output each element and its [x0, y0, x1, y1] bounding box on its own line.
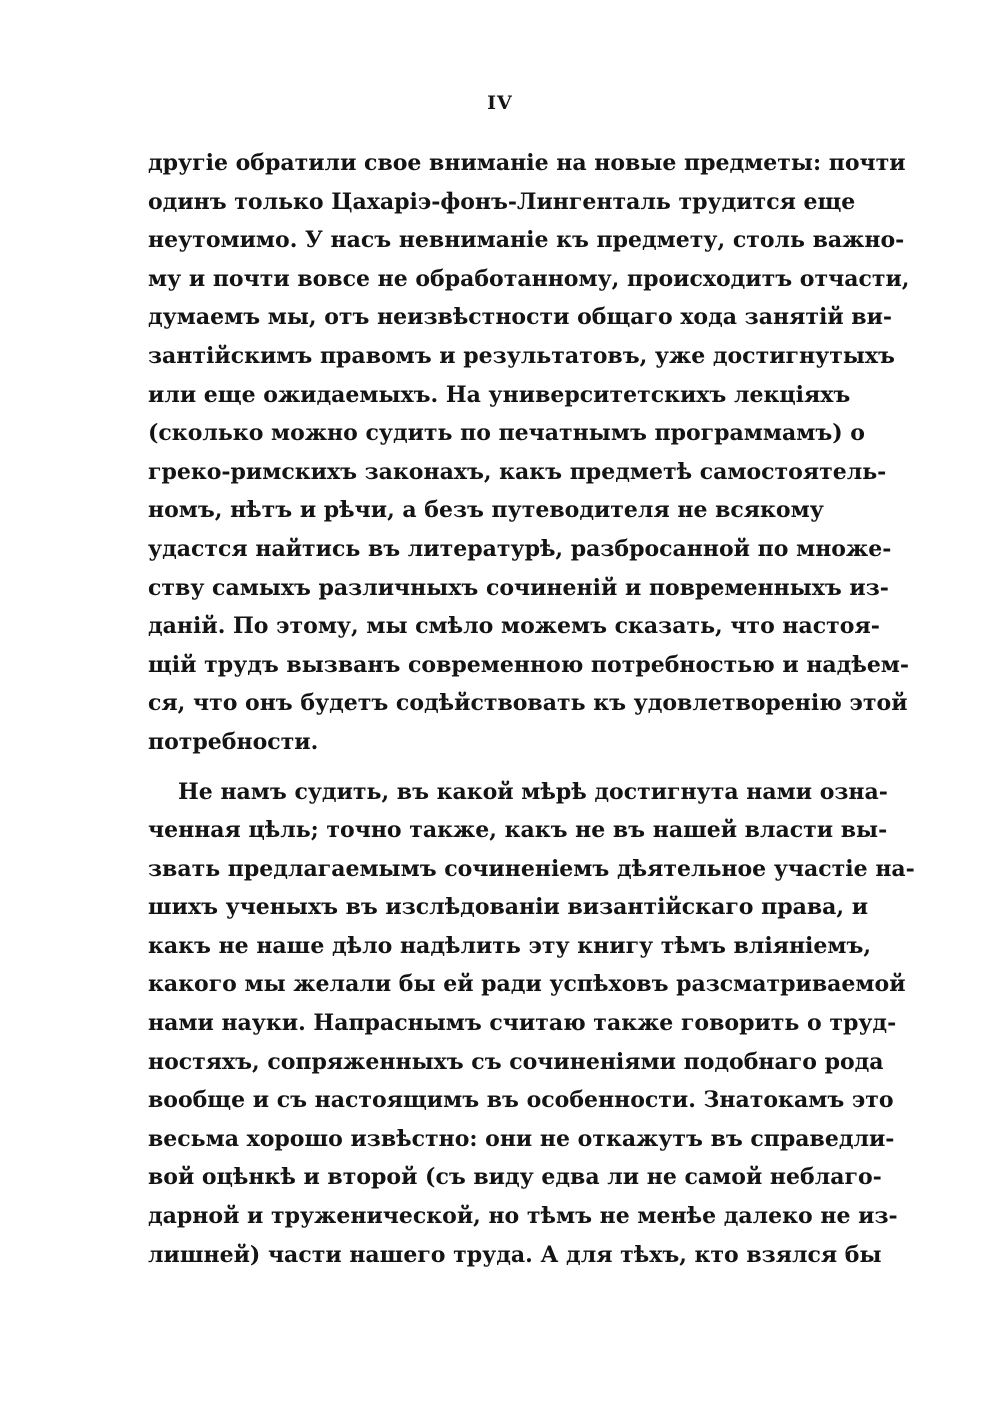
text-line: какого мы желали бы ей ради успѣховъ разсматриваемой	[148, 971, 906, 998]
text-line: ся, что онъ будетъ содѣйствовать къ удовлетворенію этой	[148, 690, 908, 717]
text-line: даній. По этому, мы смѣло можемъ сказать, что настоя-	[148, 613, 880, 640]
text-line: дарной и труженической, но тѣмъ не менѣе далеко не из-	[148, 1203, 898, 1230]
text-line: зантійскимъ правомъ и результатовъ, уже достигнутыхъ	[148, 342, 895, 369]
text-line: ченная цѣль; точно также, какъ не въ нашей власти вы-	[148, 817, 888, 844]
text-line: потребности.	[148, 728, 319, 755]
text-line: Не намъ судить, въ какой мѣрѣ достигнута нами озна-	[178, 778, 888, 805]
text-line: весьма хорошо извѣстно: они не откажутъ въ справедли-	[148, 1125, 895, 1152]
text-line: удастся найтись въ литературѣ, разбросанной по множе-	[148, 535, 892, 562]
text-line: греко-римскихъ законахъ, какъ предметѣ самостоятель-	[148, 458, 887, 485]
text-line: нами науки. Напраснымъ считаю также говорить о труд-	[148, 1010, 897, 1037]
text-line: думаемъ мы, отъ неизвѣстности общаго хода занятій ви-	[148, 304, 893, 331]
page-number: IV	[487, 92, 513, 114]
paragraph-gap	[148, 762, 808, 773]
text-line: шихъ ученыхъ въ изслѣдованіи византійскаго права, и	[148, 894, 869, 921]
text-line: (сколько можно судить по печатнымъ программамъ) о	[148, 420, 865, 447]
text-line: номъ, нѣтъ и рѣчи, а безъ путеводителя не всякому	[148, 497, 824, 524]
text-line: ству самыхъ различныхъ сочиненій и повременныхъ из-	[148, 574, 889, 601]
body-text	[148, 144, 915, 1274]
text-line: вообще и съ настоящимъ въ особенности. Знатокамъ это	[148, 1087, 894, 1114]
text-line: лишней) части нашего труда. А для тѣхъ, кто взялся бы	[148, 1241, 882, 1268]
text-line: звать предлагаемымъ сочиненіемъ дѣятельное участіе на-	[148, 855, 915, 882]
text-line: другіе обратили свое вниманіе на новые предметы: почти	[148, 150, 906, 176]
text-line: щій трудъ вызванъ современною потребностью и надѣем-	[148, 651, 910, 678]
text-line: неутомимо. У насъ невниманіе къ предмету, столь важно-	[148, 227, 905, 254]
text-line: одинъ только Цахаріэ-фонъ-Лингенталь трудится еще	[148, 188, 856, 215]
text-line: или еще ожидаемыхъ. На университетскихъ лекціяхъ	[148, 381, 851, 408]
text-line: какъ не наше дѣло надѣлить эту книгу тѣмъ вліяніемъ,	[148, 932, 872, 959]
text-line: ностяхъ, сопряженныхъ съ сочиненіями подобнаго рода	[148, 1048, 884, 1075]
text-line: вой оцѣнкѣ и второй (съ виду едва ли не самой неблаго-	[148, 1164, 882, 1191]
paragraph	[148, 144, 910, 762]
paragraph	[148, 773, 915, 1275]
text-line: му и почти вовсе не обработанному, происходитъ отчасти,	[148, 265, 910, 292]
